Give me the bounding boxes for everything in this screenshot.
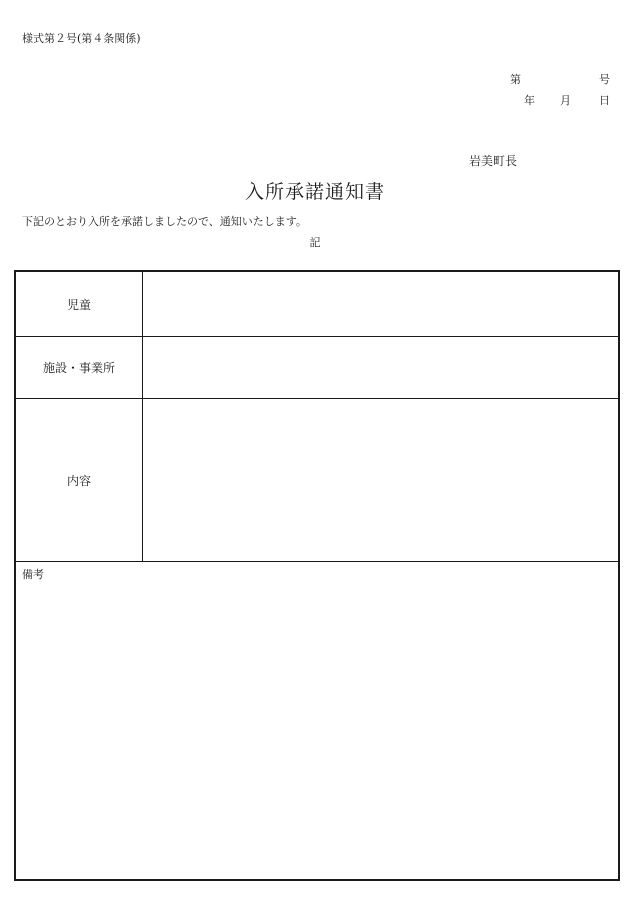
- issuer-name: 岩美町長: [469, 154, 518, 168]
- date-year: 年: [524, 94, 535, 107]
- content-field[interactable]: [143, 399, 618, 561]
- remarks-label: 備考: [22, 568, 44, 581]
- facility-label: 施設・事業所: [16, 337, 143, 398]
- table-row-facility: [16, 337, 618, 399]
- form-id: 様式第２号(第４条関係): [22, 32, 141, 45]
- body-text: 下記のとおり入所を承諾しましたので、通知いたします。: [22, 215, 307, 228]
- content-label: 内容: [16, 399, 143, 561]
- ki-heading: 記: [309, 236, 321, 249]
- doc-no-suffix: 号: [599, 73, 610, 86]
- document-title: 入所承諾通知書: [244, 181, 385, 203]
- doc-no-prefix: 第: [510, 73, 521, 86]
- date-day: 日: [599, 94, 610, 107]
- child-label: 児童: [16, 272, 143, 336]
- date-month: 月: [560, 94, 571, 107]
- form-table: [14, 270, 620, 881]
- child-field[interactable]: [143, 272, 618, 336]
- table-row-content: [16, 399, 618, 562]
- table-row-remarks[interactable]: [16, 562, 618, 879]
- facility-field[interactable]: [143, 337, 618, 398]
- table-row-child: [16, 272, 618, 337]
